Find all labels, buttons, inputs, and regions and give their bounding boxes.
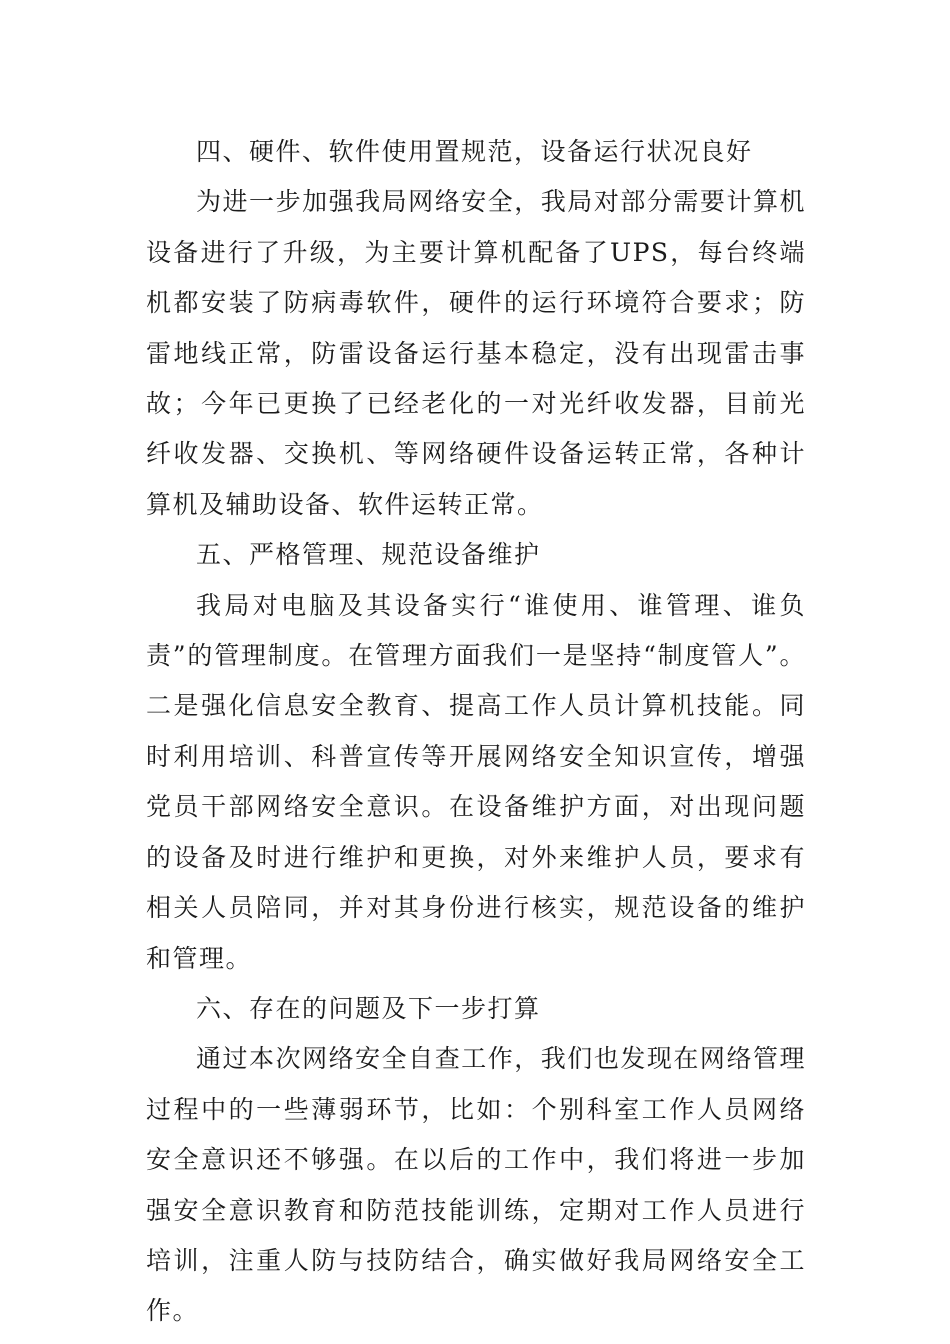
paragraph-problems: 通过本次网络安全自查工作，我们也发现在网络管理过程中的一些薄弱环节，比如：个别科室工作人员网络安全意识还不够强。在以后的工作中，我们将进一步加强安全意识教育和防范技能训练，定期对工作人员进行培训，注重人防与技防结合，确实做好我局网络安全工作。 bbox=[146, 1044, 806, 1326]
document-body bbox=[146, 127, 806, 1337]
section-heading-hardware: 四、硬件、软件使用置规范，设备运行状况良好 bbox=[196, 137, 753, 166]
section-heading-management: 五、严格管理、规范设备维护 bbox=[196, 540, 541, 570]
paragraph-management: 我局对电脑及其设备实行“谁使用、谁管理、谁负责”的管理制度。在管理方面我们一是坚持“制度管人”。二是强化信息安全教育、提高工作人员计算机技能。同时利用培训、科普宣传等开展网络安全知识宣传，增强党员干部网络安全意识。在设备维护方面，对出现问题的设备及时进行维护和更换，对外来维护人员，要求有相关人员陪同，并对其身份进行核实，规范设备的维护和管理。 bbox=[146, 590, 806, 973]
section-heading-problems: 六、存在的问题及下一步打算 bbox=[196, 993, 541, 1023]
paragraph-hardware: 为进一步加强我局网络安全，我局对部分需要计算机设备进行了升级，为主要计算机配备了UPS，每台终端机都安装了防病毒软件，硬件的运行环境符合要求；防雷地线正常，防雷设备运行基本稳定，没有出现雷击事故；今年已更换了已经老化的一对光纤收发器，目前光纤收发器、交换机、等网络硬件设备运转正常，各种计算机及辅助设备、软件运转正常。 bbox=[146, 187, 806, 519]
